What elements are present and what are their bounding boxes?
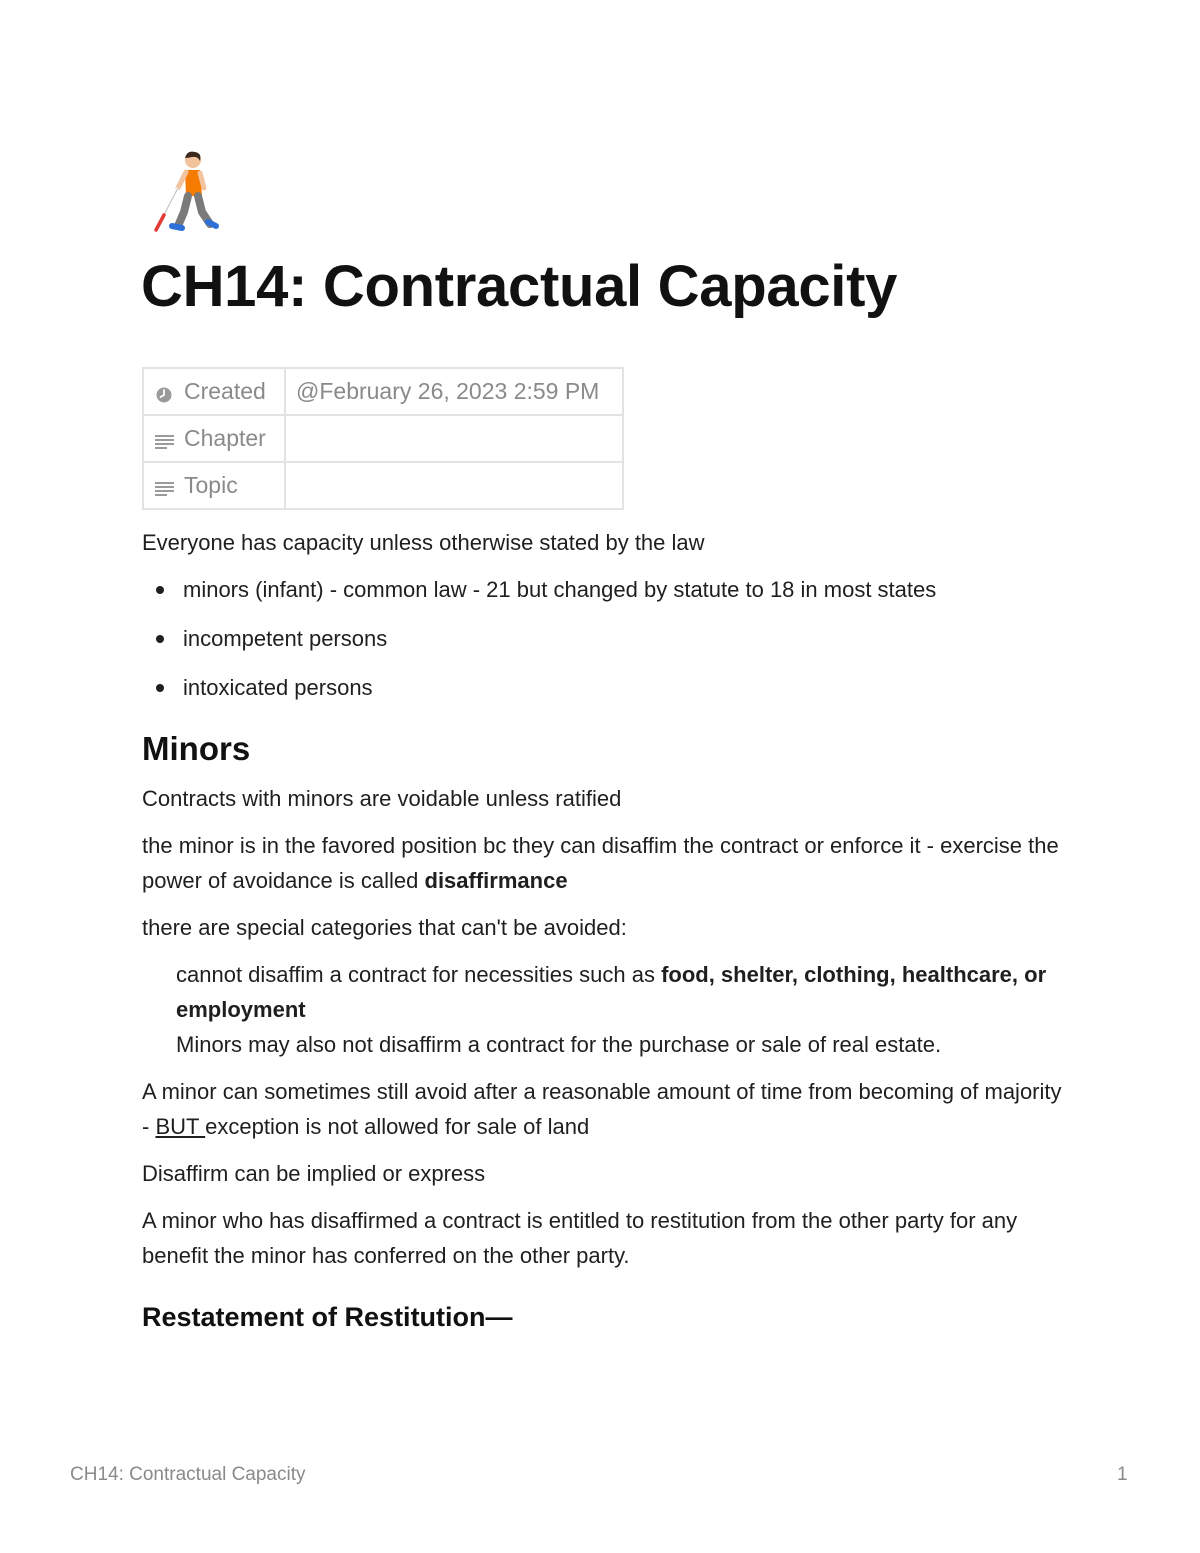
clock-icon [154,382,176,400]
page-title: CH14: Contractual Capacity [141,254,898,319]
footer-title: CH14: Contractual Capacity [70,1464,306,1485]
properties-table [142,367,624,510]
list-item: intoxicated persons [142,670,1062,705]
paragraph: Disaffirm can be implied or express [142,1161,486,1186]
intro-paragraph: Everyone has capacity unless otherwise stated by the law [142,530,705,555]
text-lines-icon [154,429,176,447]
property-label: Created [184,378,266,404]
property-label: Topic [184,472,238,498]
paragraph-text: A minor can sometimes still avoid after a reasonable amount of time from becoming of majority - [142,1079,1062,1139]
bold-necessities: food, shelter, clothing, healthcare, or employment [176,962,1047,1022]
property-value-created[interactable]: @February 26, 2023 2:59 PM [285,368,623,415]
property-row-created [143,368,623,415]
restatement-heading: Restatement of Restitution— [142,1302,513,1332]
list-item: incompetent persons [142,621,1062,656]
capacity-list [142,572,1062,705]
paragraph: A minor who has disaffirmed a contract is entitled to restitution from the other party for any benefit the minor has conferred on the other party. [142,1208,1018,1268]
underlined-text: BUT [155,1114,206,1139]
person-with-white-cane-icon [150,150,222,240]
indented-line: Minors may also not disaffirm a contract for the purchase or sale of real estate. [176,1032,942,1057]
page-content [142,525,1062,1337]
property-value-chapter[interactable] [285,415,623,462]
minors-heading: Minors [142,730,251,767]
paragraph: there are special categories that can't be avoided: [142,915,627,940]
footer-page-number: 1 [1117,1464,1128,1485]
property-key-topic[interactable] [143,462,285,509]
indented-line [176,957,1062,1027]
bold-term: disaffirmance [424,868,568,893]
paragraph-text: the minor is in the favored position bc they can disaffim the contract or enforce it - exercise the power of avoidance is called [142,833,1059,893]
paragraph [142,1074,1062,1144]
text-lines-icon [154,476,176,494]
property-label: Chapter [184,425,266,451]
indented-text: cannot disaffim a contract for necessities such as [176,962,662,987]
property-row-topic [143,462,623,509]
paragraph-text: exception is not allowed for sale of land [205,1114,590,1139]
property-key-chapter[interactable] [143,415,285,462]
property-key-created[interactable] [143,368,285,415]
paragraph: Contracts with minors are voidable unless ratified [142,786,622,811]
list-item: minors (infant) - common law - 21 but changed by statute to 18 in most states [142,572,1062,607]
property-row-chapter [143,415,623,462]
paragraph [142,828,1062,898]
indented-block [142,957,1062,1062]
property-value-topic[interactable] [285,462,623,509]
